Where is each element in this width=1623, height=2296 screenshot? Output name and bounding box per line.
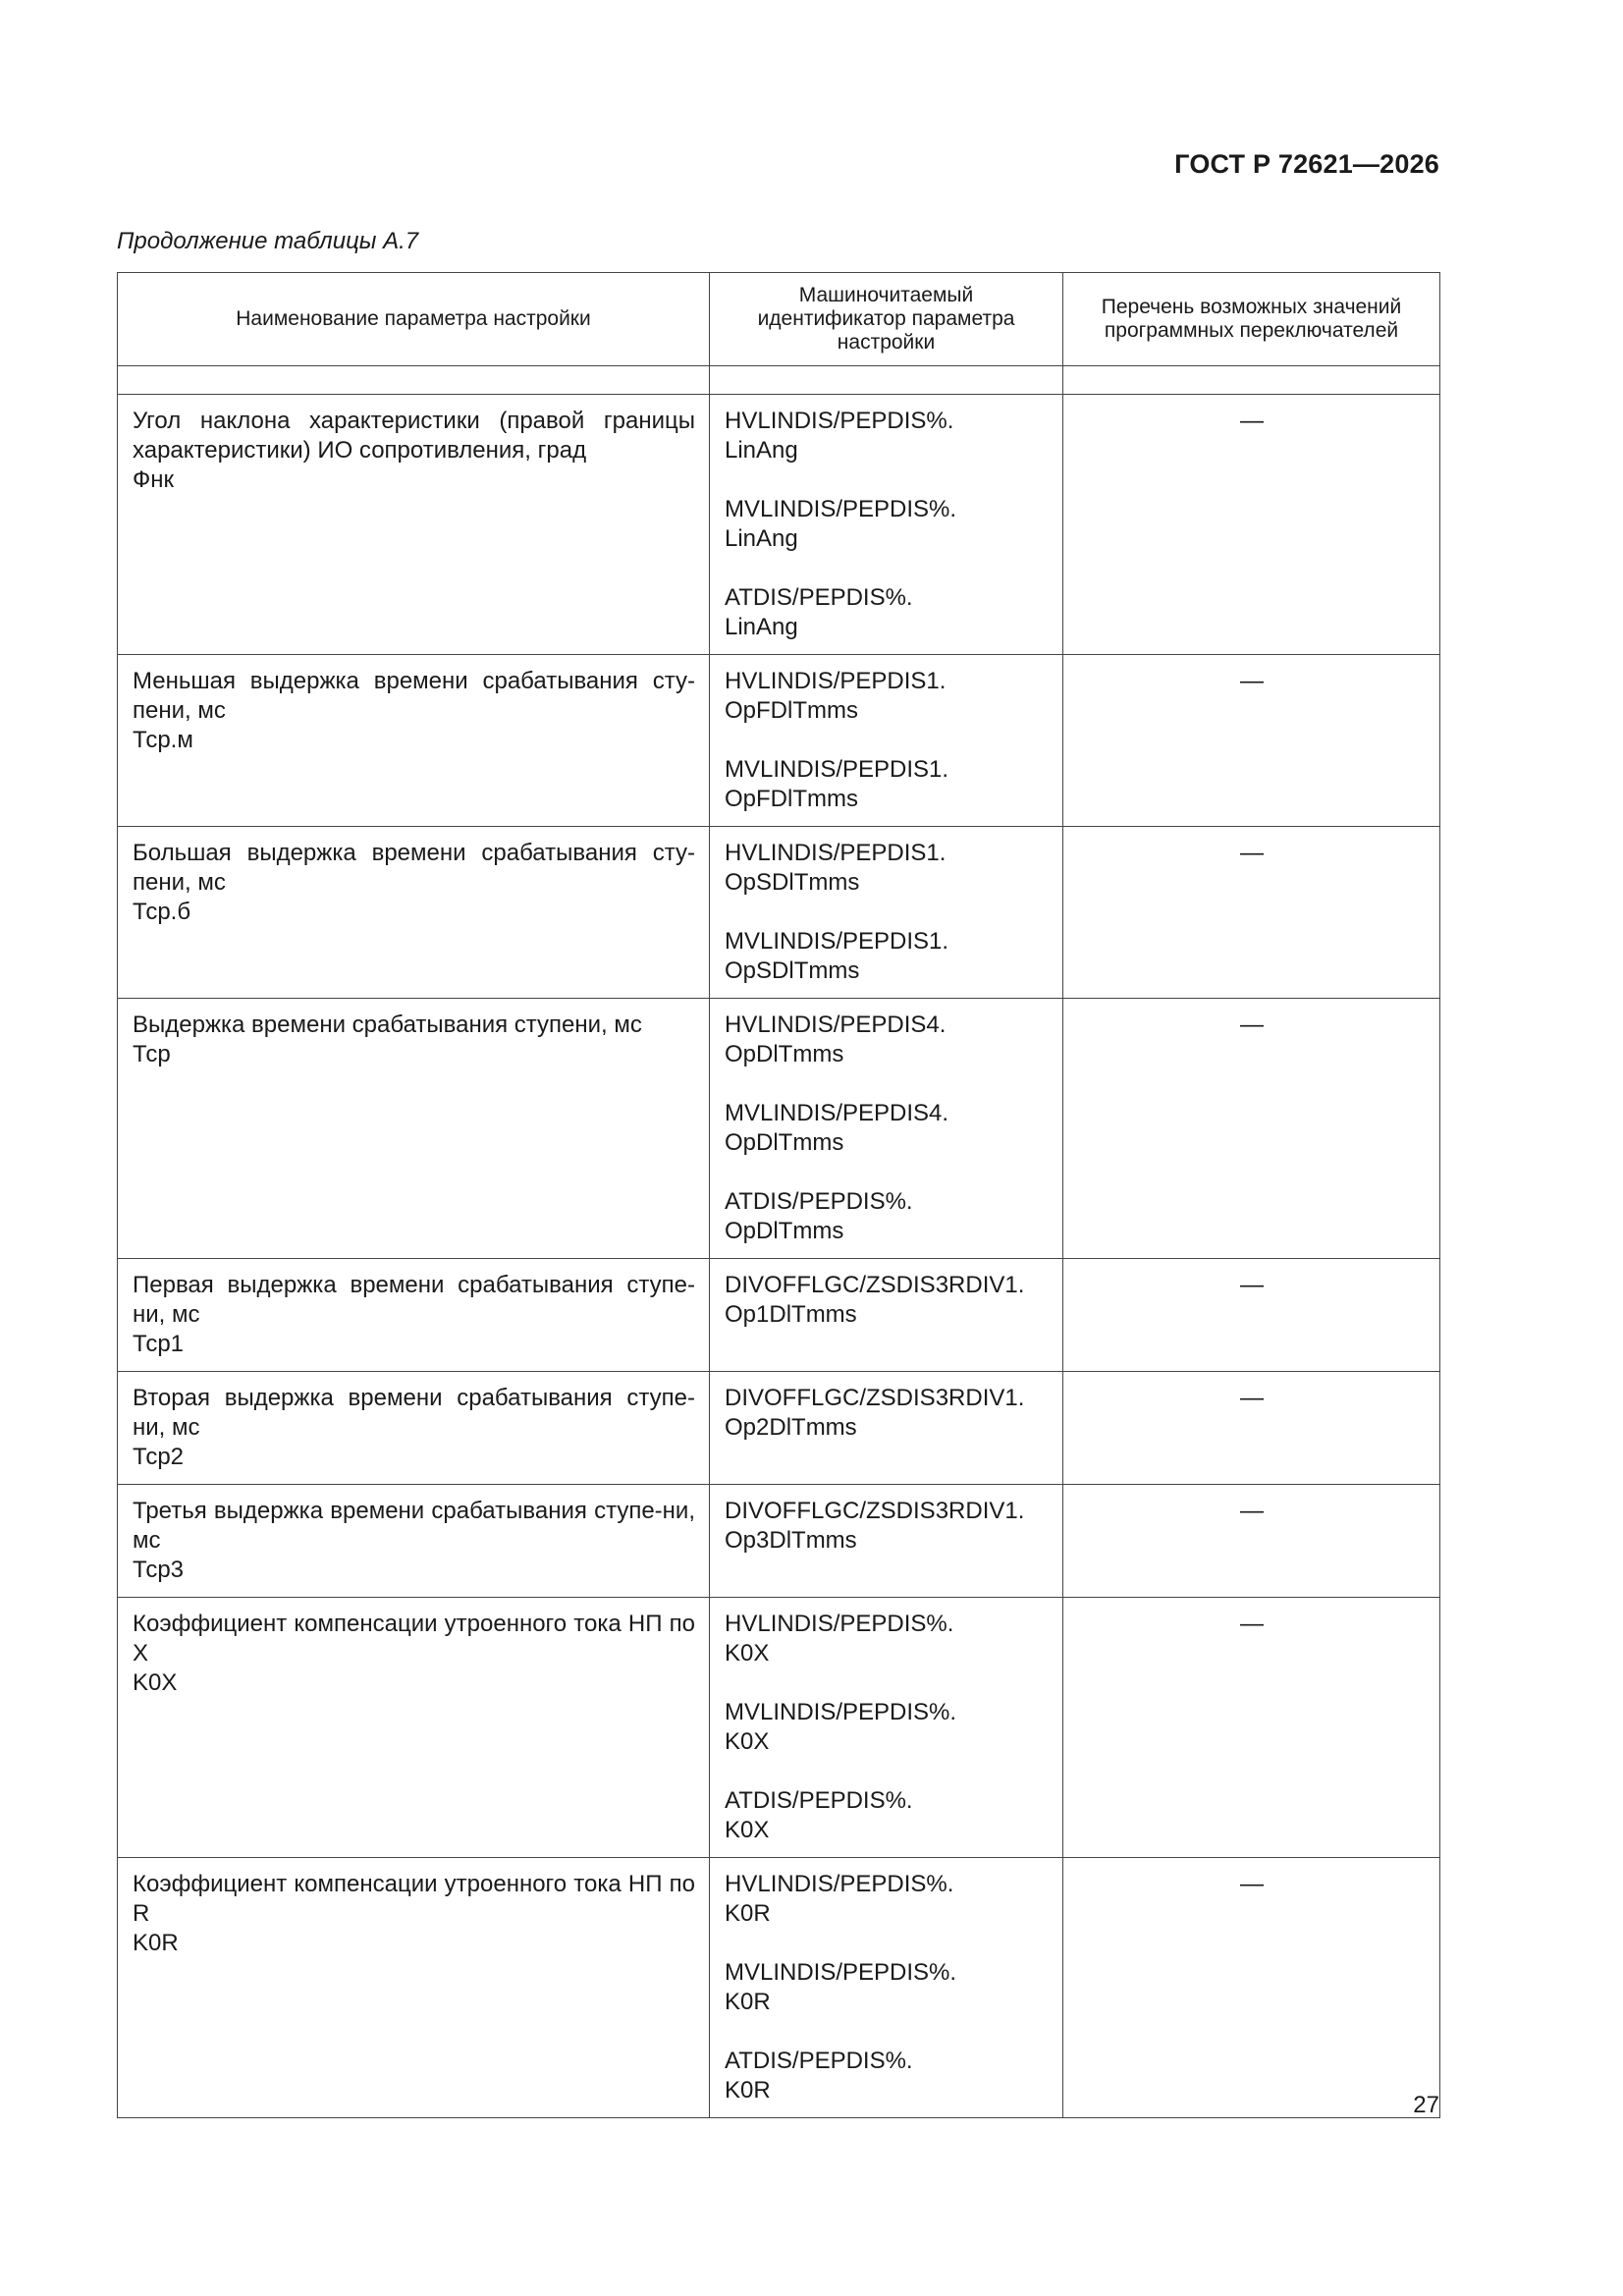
identifier-line: Op3DlTmms <box>725 1527 857 1554</box>
identifier-line: OpFDlTmms <box>725 786 858 812</box>
identifier-line: Op2DlTmms <box>725 1414 857 1441</box>
switch-values-cell: — <box>1063 1259 1440 1372</box>
identifier-line: OpSDlTmms <box>725 957 860 984</box>
identifier-block <box>725 1271 1049 1330</box>
identifier-line: Op1DlTmms <box>725 1301 857 1328</box>
parameter-name: Большая выдержка времени срабатывания сту-пени, мс <box>133 840 695 896</box>
identifier-line: HVLINDIS/PEPDIS1. <box>725 840 947 866</box>
identifier-block <box>725 1011 1049 1069</box>
identifier-block <box>725 1958 1049 2017</box>
parameter-symbol: Тср2 <box>133 1444 185 1470</box>
parameter-name-cell <box>118 827 710 999</box>
column-header-values: Перечень возможных значений программных переключателей <box>1063 273 1440 366</box>
identifier-line: OpDlTmms <box>725 1129 844 1156</box>
parameter-name: Коэффициент компенсации утроенного тока НП по R <box>133 1871 695 1927</box>
table-body <box>118 366 1440 2118</box>
parameter-symbol: K0X <box>133 1669 178 1696</box>
identifier-block <box>725 1497 1049 1556</box>
identifier-cell <box>710 1372 1063 1485</box>
identifier-line: HVLINDIS/PEPDIS%. <box>725 408 954 434</box>
table-row <box>118 827 1440 999</box>
table-row <box>118 1858 1440 2118</box>
parameter-symbol: Тср.м <box>133 727 193 753</box>
parameter-name-cell <box>118 999 710 1259</box>
identifier-line: LinAng <box>725 437 798 464</box>
parameters-table <box>117 272 1440 2118</box>
identifier-block <box>725 1099 1049 1158</box>
identifier-block <box>725 1870 1049 1929</box>
parameter-name-cell <box>118 395 710 655</box>
parameter-name: Меньшая выдержка времени срабатывания сту-пени, мс <box>133 668 695 724</box>
identifier-line: K0X <box>725 1640 770 1667</box>
switch-values-cell: — <box>1063 1372 1440 1485</box>
parameter-symbol: Тср <box>133 1041 171 1067</box>
table-row <box>118 1598 1440 1858</box>
parameter-name: Первая выдержка времени срабатывания ступе-ни, мс <box>133 1272 695 1328</box>
identifier-line: K0X <box>725 1817 770 1843</box>
identifier-block <box>725 495 1049 554</box>
identifier-line: MVLINDIS/PEPDIS%. <box>725 1699 957 1725</box>
identifier-block <box>725 1610 1049 1668</box>
identifier-cell <box>710 1259 1063 1372</box>
parameter-name-cell <box>118 1372 710 1485</box>
identifier-cell <box>710 1858 1063 2118</box>
identifier-line: ATDIS/PEPDIS%. <box>725 1188 913 1215</box>
identifier-block <box>725 2047 1049 2105</box>
table-header-row <box>118 273 1440 366</box>
table-row <box>118 395 1440 655</box>
parameter-name: Третья выдержка времени срабатывания ступе-ни, мс <box>133 1498 695 1554</box>
table-row <box>118 655 1440 827</box>
table-row <box>118 1259 1440 1372</box>
parameter-name-cell <box>118 1259 710 1372</box>
identifier-line: OpDlTmms <box>725 1041 844 1067</box>
identifier-line: LinAng <box>725 614 798 640</box>
identifier-line: MVLINDIS/PEPDIS4. <box>725 1100 949 1126</box>
parameter-name: Выдержка времени срабатывания ступени, мс <box>133 1011 642 1038</box>
page-number: 27 <box>1413 2092 1439 2118</box>
identifier-line: DIVOFFLGC/ZSDIS3RDIV1. <box>725 1272 1025 1298</box>
identifier-line: HVLINDIS/PEPDIS1. <box>725 668 947 694</box>
identifier-block <box>725 583 1049 642</box>
identifier-line: OpDlTmms <box>725 1218 844 1244</box>
parameter-symbol: Тср.б <box>133 899 191 925</box>
switch-values-cell: — <box>1063 1485 1440 1598</box>
identifier-block <box>725 407 1049 465</box>
parameter-symbol: Фнк <box>133 466 174 493</box>
table-row <box>118 999 1440 1259</box>
identifier-line: OpSDlTmms <box>725 869 860 896</box>
switch-values-cell: — <box>1063 827 1440 999</box>
parameter-symbol: K0R <box>133 1930 179 1956</box>
identifier-block <box>725 1786 1049 1845</box>
table-row <box>118 1485 1440 1598</box>
document-code: ГОСТ Р 72621—2026 <box>1174 149 1439 179</box>
identifier-block <box>725 839 1049 898</box>
identifier-block <box>725 1384 1049 1443</box>
parameter-name: Коэффициент компенсации утроенного тока НП по X <box>133 1611 695 1667</box>
switch-values-cell: — <box>1063 1858 1440 2118</box>
identifier-line: ATDIS/PEPDIS%. <box>725 584 913 611</box>
switch-values-cell: — <box>1063 999 1440 1259</box>
identifier-line: MVLINDIS/PEPDIS1. <box>725 756 949 783</box>
identifier-line: LinAng <box>725 525 798 552</box>
identifier-line: HVLINDIS/PEPDIS%. <box>725 1871 954 1897</box>
parameter-name-cell <box>118 655 710 827</box>
parameter-symbol: Тср1 <box>133 1331 185 1357</box>
column-header-name: Наименование параметра настройки <box>118 273 710 366</box>
identifier-cell <box>710 395 1063 655</box>
identifier-line: MVLINDIS/PEPDIS%. <box>725 1959 957 1986</box>
parameter-name-cell <box>118 1858 710 2118</box>
table-row <box>118 1372 1440 1485</box>
identifier-line: K0X <box>725 1728 770 1755</box>
identifier-line: HVLINDIS/PEPDIS4. <box>725 1011 947 1038</box>
identifier-line: OpFDlTmms <box>725 697 858 724</box>
identifier-line: MVLINDIS/PEPDIS1. <box>725 928 949 955</box>
identifier-block <box>725 927 1049 986</box>
identifier-block <box>725 1698 1049 1757</box>
identifier-line: K0R <box>725 1900 771 1927</box>
identifier-line: DIVOFFLGC/ZSDIS3RDIV1. <box>725 1498 1025 1524</box>
column-header-identifier: Машиночитаемый идентификатор параметра настройки <box>710 273 1063 366</box>
identifier-cell <box>710 1598 1063 1858</box>
identifier-line: K0R <box>725 1989 771 2015</box>
identifier-block <box>725 1187 1049 1246</box>
identifier-line: K0R <box>725 2077 771 2104</box>
identifier-cell <box>710 1485 1063 1598</box>
identifier-line: ATDIS/PEPDIS%. <box>725 2048 913 2074</box>
identifier-block <box>725 755 1049 814</box>
parameter-name: Вторая выдержка времени срабатывания ступе-ни, мс <box>133 1385 695 1441</box>
parameter-name: Угол наклона характеристики (правой границы характеристики) ИО сопротивления, град <box>133 408 695 464</box>
identifier-cell <box>710 999 1063 1259</box>
table-caption: Продолжение таблицы А.7 <box>117 228 419 254</box>
parameter-name-cell <box>118 1598 710 1858</box>
parameter-symbol: Тср3 <box>133 1557 185 1583</box>
identifier-cell <box>710 655 1063 827</box>
parameter-name-cell <box>118 1485 710 1598</box>
identifier-line: HVLINDIS/PEPDIS%. <box>725 1611 954 1637</box>
switch-values-cell: — <box>1063 1598 1440 1858</box>
switch-values-cell: — <box>1063 395 1440 655</box>
identifier-block <box>725 667 1049 726</box>
header-separator <box>118 366 1440 395</box>
identifier-line: DIVOFFLGC/ZSDIS3RDIV1. <box>725 1385 1025 1411</box>
identifier-line: ATDIS/PEPDIS%. <box>725 1787 913 1814</box>
identifier-line: MVLINDIS/PEPDIS%. <box>725 496 957 522</box>
switch-values-cell: — <box>1063 655 1440 827</box>
identifier-cell <box>710 827 1063 999</box>
